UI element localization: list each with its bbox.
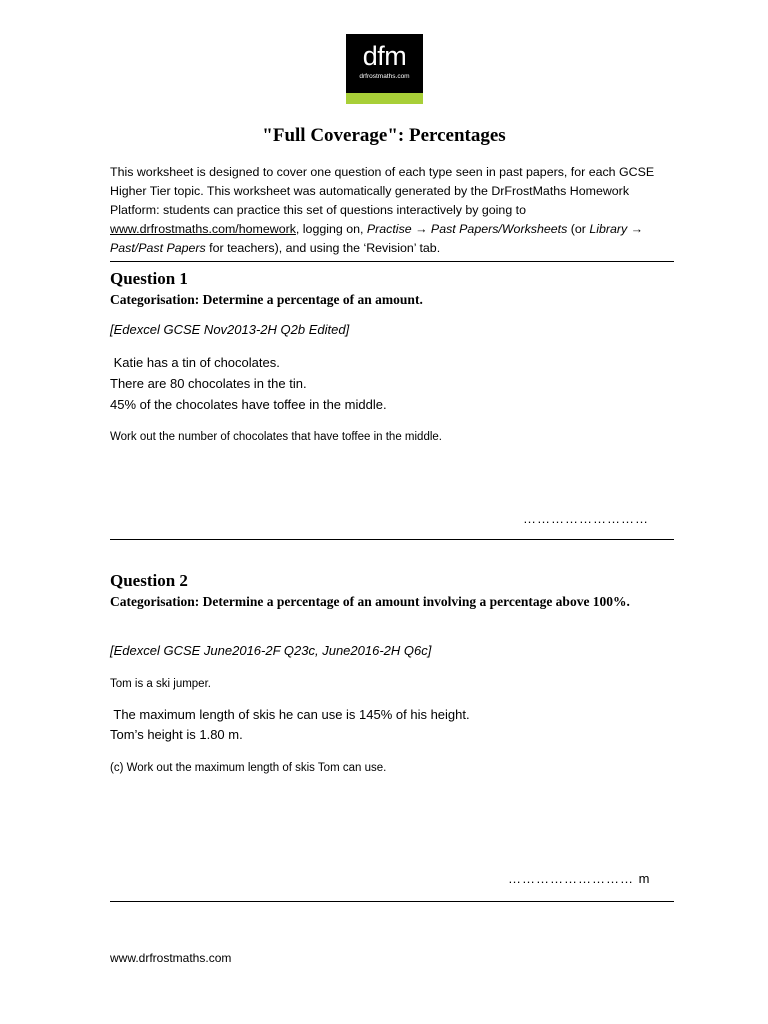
question-1-task: Work out the number of chocolates that have toffee in the middle. [110,431,442,443]
question-1-heading: Question 1 [110,269,188,288]
question-2-intro-line: Tom is a ski jumper. [110,678,211,690]
question-2-heading: Question 2 [110,571,188,590]
question-2-source: [Edexcel GCSE June2016-2F Q23c, June2016-2H Q6c] [110,643,432,658]
intro-nav-2: Library → Past/Past Papers [110,222,644,255]
intro-text-3: (or [567,222,590,236]
question-2-line-2: Tom’s height is 1.80 m. [110,727,243,742]
question-1-answer-line[interactable]: ……………………… [523,511,649,526]
intro-text-1: This worksheet is designed to cover one question of each type seen in past papers, for each GCSE Higher Tier topic. This worksheet was automatically generated by the DrFrostMaths Homework Platform: students can practice this set of questions interactively by going to [110,165,655,217]
question-1-line-2: There are 80 chocolates in the tin. [110,376,307,391]
question-1-line-3: 45% of the chocolates have toffee in the middle. [110,397,387,412]
intro-nav-1: Practise → Past Papers/Worksheets [366,222,568,236]
question-1-source: [Edexcel GCSE Nov2013-2H Q2b Edited] [110,322,350,337]
question-1-line-1: Katie has a tin of chocolates. [110,355,280,370]
intro-text-2: , logging on, [295,222,367,236]
intro-paragraph [110,163,675,258]
footer-url: www.drfrostmaths.com [110,951,232,965]
logo-black-box [346,34,423,93]
dfm-logo [346,34,423,104]
question-2-task: (c) Work out the maximum length of skis Tom can use. [110,762,387,774]
divider [110,901,674,902]
divider [110,261,674,262]
question-2-line-1: The maximum length of skis he can use is 145% of his height. [110,707,470,722]
divider [110,539,674,540]
intro-text-4: for teachers), and using the ‘Revision’ tab. [205,241,441,255]
question-2-answer-line[interactable]: ……………………… m [508,871,651,886]
page-title: "Full Coverage": Percentages [262,125,506,146]
logo-url: drfrostmaths.com [359,73,410,80]
logo-green-bar [346,93,423,104]
question-2-categorisation: Categorisation: Determine a percentage of an amount involving a percentage above 100%. [110,594,630,609]
question-1-categorisation: Categorisation: Determine a percentage of an amount. [110,292,423,307]
logo-word: dfm [362,41,407,71]
homework-link[interactable]: www.drfrostmaths.com/homework [110,222,296,236]
